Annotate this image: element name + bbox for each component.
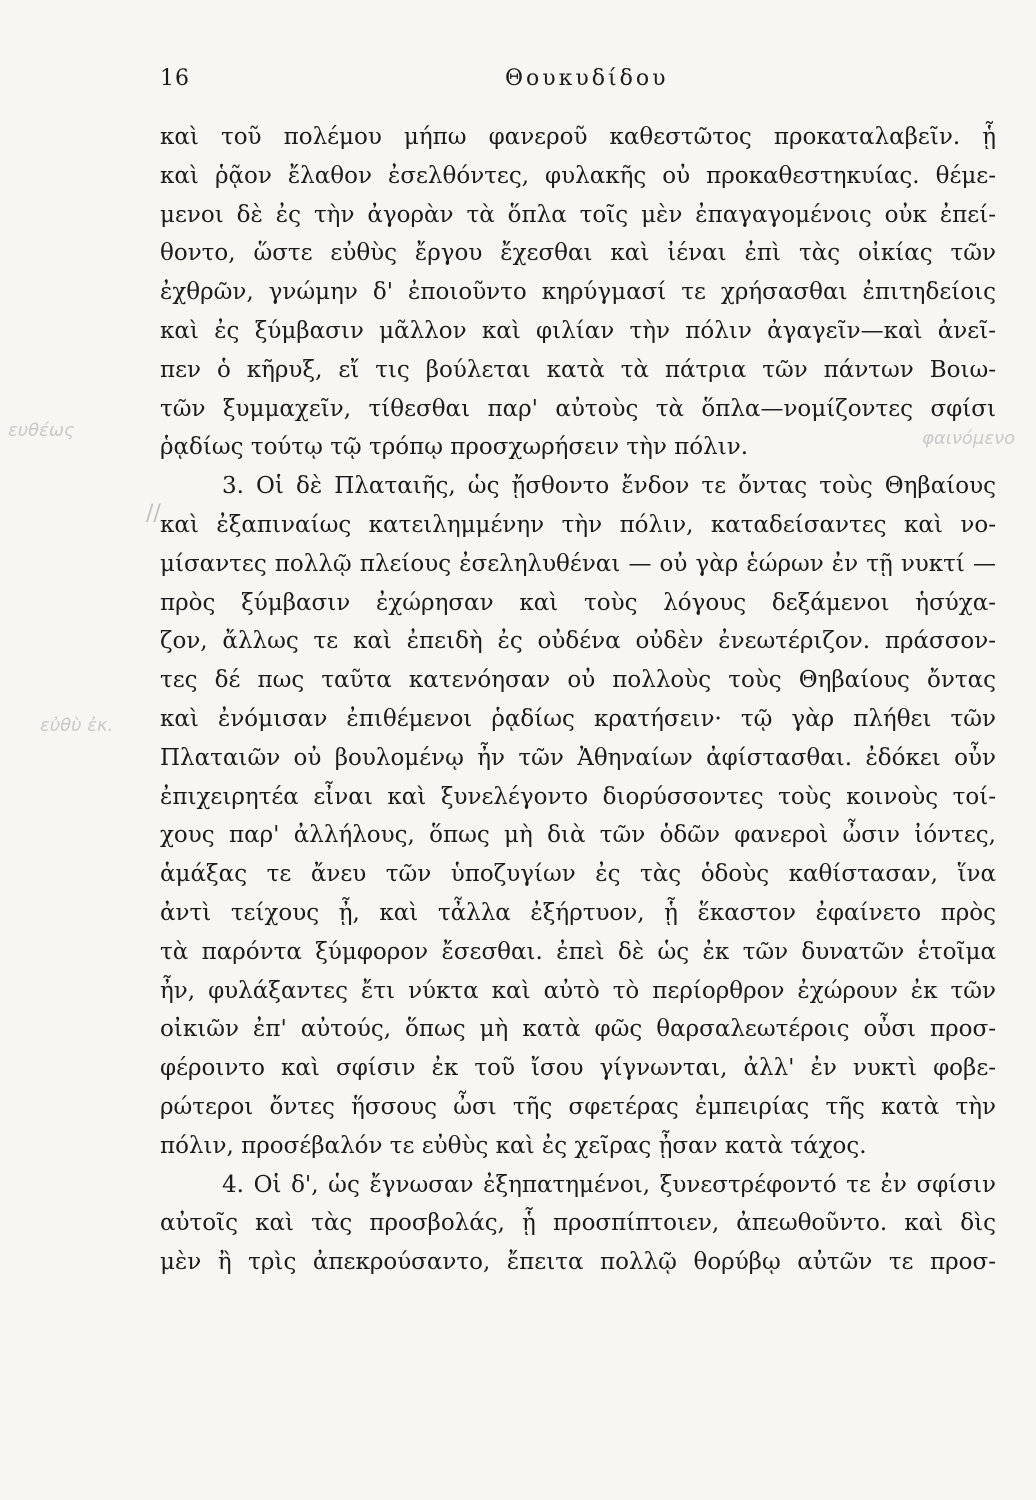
margin-note-left-mid: εὐθὺ ἐκ. bbox=[40, 715, 114, 736]
text-line: πόλιν, προσέβαλόν τε εὐθὺς καὶ ἐς χεῖρας ᾖσαν κατὰ τάχος. bbox=[160, 1132, 867, 1159]
section-start-line: 3. Οἱ δὲ Πλαταιῆς, ὡς ᾔσθοντο ἔνδον τε ὄντας τοὺς Θηβαίους bbox=[222, 473, 996, 500]
text-line: Πλαταιῶν οὐ βουλομένῳ ἦν τῶν Ἀθηναίων ἀφίστασθαι. ἐδόκει οὖν bbox=[160, 744, 996, 771]
text-line: καὶ τοῦ πολέμου μήπω φανεροῦ καθεστῶτος προκαταλαβεῖν. ᾗ bbox=[160, 124, 996, 150]
text-line: ἁμάξας τε ἄνευ τῶν ὑποζυγίων ἐς τὰς ὁδοὺς καθίστασαν, ἵνα bbox=[160, 861, 996, 888]
margin-note-right-top: φαινόμενο bbox=[922, 428, 1016, 449]
text-line: μὲν ἢ τρὶς ἀπεκρούσαντο, ἔπειτα πολλῷ θορύβῳ αὐτῶν τε προσ- bbox=[160, 1249, 996, 1276]
text-line: τῶν ξυμμαχεῖν, τίθεσθαι παρ' αὐτοὺς τὰ ὅπλα—νομίζοντες σφίσι bbox=[160, 395, 996, 422]
text-line: μενοι δὲ ἐς τὴν ἀγορὰν τὰ ὅπλα τοῖς μὲν ἐπαγαγομένοις οὐκ ἐπεί- bbox=[160, 201, 996, 228]
text-line: ἀντὶ τείχους ᾖ, καὶ τἆλλα ἐξήρτυον, ᾗ ἕκαστον ἐφαίνετο πρὸς bbox=[160, 899, 996, 926]
body-text bbox=[160, 118, 996, 1282]
gutter-mark: // bbox=[146, 501, 161, 526]
text-line: φέροιντο καὶ σφίσιν ἐκ τοῦ ἴσου γίγνωνται, ἀλλ' ἐν νυκτὶ φοβε- bbox=[160, 1055, 996, 1082]
text-line: τὰ παρόντα ξύμφορον ἔσεσθαι. ἐπεὶ δὲ ὡς ἐκ τῶν δυνατῶν ἑτοῖμα bbox=[160, 938, 996, 965]
section-start-line: 4. Οἱ δ', ὡς ἔγνωσαν ἐξηπατημένοι, ξυνεστρέφοντό τε ἐν σφίσιν bbox=[222, 1171, 996, 1198]
text-line: θοντο, ὥστε εὐθὺς ἔργου ἔχεσθαι καὶ ἰέναι ἐπὶ τὰς οἰκίας τῶν bbox=[160, 240, 996, 267]
text-line: πεν ὁ κῆρυξ, εἴ τις βούλεται κατὰ τὰ πάτρια τῶν πάντων Βοιω- bbox=[160, 356, 996, 383]
text-line: ζον, ἄλλως τε καὶ ἐπειδὴ ἐς οὐδένα οὐδὲν ἐνεωτέριζον. πράσσον- bbox=[160, 628, 996, 655]
page-number: 16 bbox=[160, 66, 190, 91]
text-line: καὶ ἐξαπιναίως κατειλημμένην τὴν πόλιν, καταδείσαντες καὶ νο- bbox=[160, 511, 996, 538]
running-head bbox=[160, 66, 1020, 96]
text-line: ρώτεροι ὄντες ἥσσους ὦσι τῆς σφετέρας ἐμπειρίας τῆς κατὰ τὴν bbox=[160, 1093, 996, 1120]
text-line: μίσαντες πολλῷ πλείους ἐσεληλυθέναι — οὐ γὰρ ἑώρων ἐν τῇ νυκτί — bbox=[160, 550, 996, 577]
margin-note-left-top: ευθέως bbox=[8, 420, 75, 441]
text-line: τες δέ πως ταῦτα κατενόησαν οὐ πολλοὺς τοὺς Θηβαίους ὄντας bbox=[160, 667, 996, 694]
text-line: αὐτοῖς καὶ τὰς προσβολάς, ᾗ προσπίπτοιεν, ἀπεωθοῦντο. καὶ δὶς bbox=[160, 1210, 996, 1237]
text-line: καὶ ἐς ξύμβασιν μᾶλλον καὶ φιλίαν τὴν πόλιν ἀγαγεῖν—καὶ ἀνεῖ- bbox=[160, 317, 996, 344]
text-line: ἦν, φυλάξαντες ἔτι νύκτα καὶ αὐτὸ τὸ περίορθρον ἐχώρουν ἐκ τῶν bbox=[160, 977, 996, 1004]
text-line: πρὸς ξύμβασιν ἐχώρησαν καὶ τοὺς λόγους δεξάμενοι ἡσύχα- bbox=[160, 589, 996, 616]
text-line: χους παρ' ἀλλήλους, ὅπως μὴ διὰ τῶν ὁδῶν φανεροὶ ὦσιν ἰόντες, bbox=[160, 822, 996, 849]
text-line: ῥᾳδίως τούτῳ τῷ τρόπῳ προσχωρήσειν τὴν πόλιν. bbox=[160, 434, 749, 461]
text-line: ἐπιχειρητέα εἶναι καὶ ξυνελέγοντο διορύσσοντες τοὺς κοινοὺς τοί- bbox=[160, 783, 996, 810]
text-line: ἐχθρῶν, γνώμην δ' ἐποιοῦντο κηρύγμασί τε χρήσασθαι ἐπιτηδείοις bbox=[160, 279, 996, 306]
text-line: καὶ ἐνόμισαν ἐπιθέμενοι ῥᾳδίως κρατήσειν· τῷ γὰρ πλήθει τῶν bbox=[160, 705, 996, 732]
text-line: οἰκιῶν ἐπ' αὐτούς, ὅπως μὴ κατὰ φῶς θαρσαλεωτέροις οὖσι προσ- bbox=[160, 1016, 996, 1043]
text-line: καὶ ῥᾷον ἔλαθον ἐσελθόντες, φυλακῆς οὐ προκαθεστηκυίας. θέμε- bbox=[160, 162, 996, 189]
running-title: Θουκυδίδου bbox=[505, 66, 669, 91]
